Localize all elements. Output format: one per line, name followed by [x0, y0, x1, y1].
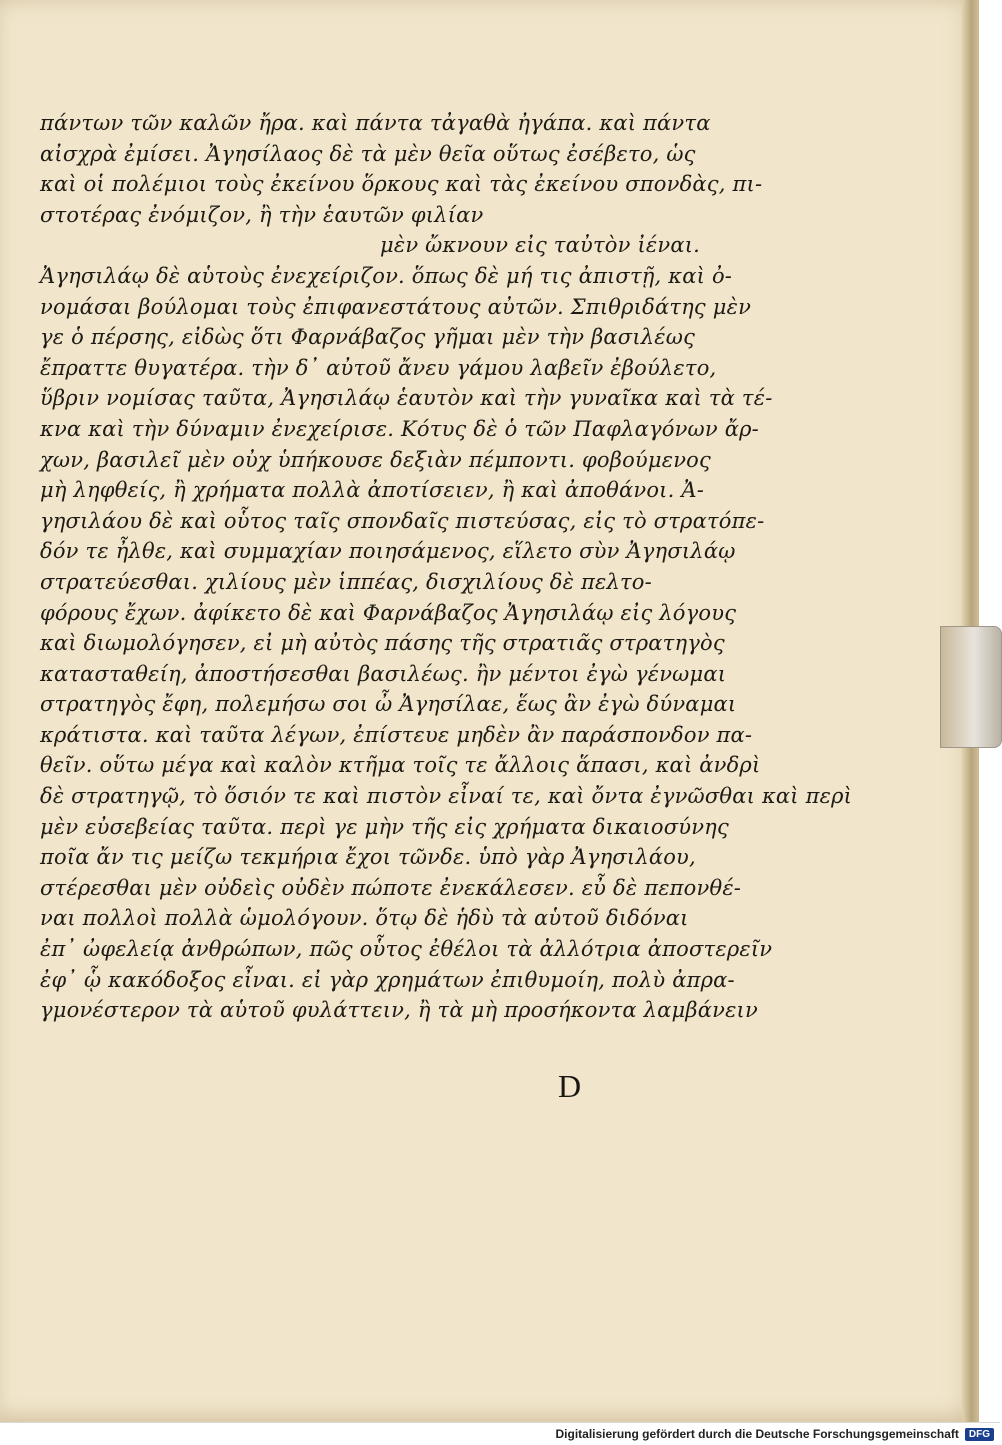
- footer-credit-bar: [0, 1422, 1000, 1445]
- text-line: ὕβριν νομίσας ταῦτα, Ἀγησιλάῳ ἑαυτὸν καὶ τὴν γυναῖκα καὶ τὰ τέ-: [40, 386, 773, 411]
- text-line: φόρους ἔχων. ἀφίκετο δὲ καὶ Φαρνάβαζος Ἀγησιλάῳ εἰς λόγους: [40, 600, 737, 625]
- text-line: θεῖν. οὕτω μέγα καὶ καλὸν κτῆμα τοῖς τε ἄλλοις ἅπασι, καὶ ἀνδρὶ: [40, 753, 761, 778]
- text-line: νομάσαι βούλομαι τοὺς ἐπιφανεστάτους αὐτῶν. Σπιθριδάτης μὲν: [40, 294, 752, 319]
- footer-credit-text: Digitalisierung gefördert durch die Deutsche Forschungsgemeinschaft: [555, 1427, 959, 1441]
- greek-text-block: [40, 108, 853, 1026]
- text-line: δόν τε ἦλθε, καὶ συμμαχίαν ποιησάμενος, εἵλετο σὺν Ἀγησιλάῳ: [40, 539, 736, 564]
- color-chart-tab: [940, 626, 1002, 748]
- text-line: στέρεσθαι μὲν οὐδεὶς οὐδὲν πώποτε ἐνεκάλεσεν. εὖ δὲ πεπονθέ-: [40, 875, 742, 900]
- text-line: κράτιστα. καὶ ταῦτα λέγων, ἐπίστευε μηδὲν ἂν παράσπονδον πα-: [40, 722, 753, 747]
- text-line: στοτέρας ἐνόμιζον, ἢ τὴν ἑαυτῶν φιλίαν: [40, 202, 484, 227]
- text-line: Ἀγησιλάῳ δὲ αὑτοὺς ἐνεχείριζον. ὅπως δὲ μή τις ἀπιστῇ, καὶ ὀ-: [40, 263, 733, 288]
- text-line: ποῖα ἄν τις μείζω τεκμήρια ἔχοι τῶνδε. ὑπὸ γὰρ Ἀγησιλάου,: [40, 845, 696, 870]
- text-line: χων, βασιλεῖ μὲν οὐχ ὑπήκουσε δεξιὰν πέμποντι. φοβούμενος: [40, 447, 711, 472]
- text-line: ναι πολλοὶ πολλὰ ὡμολόγουν. ὅτῳ δὲ ἡδὺ τὰ αὑτοῦ διδόναι: [40, 906, 689, 931]
- text-line: κνα καὶ τὴν δύναμιν ἐνεχείρισε. Κότυς δὲ ὁ τῶν Παφλαγόνων ἄρ-: [40, 416, 759, 441]
- text-line: ἔπραττε θυγατέρα. τὴν δ᾿ αὐτοῦ ἄνευ γάμου λαβεῖν ἐβούλετο,: [40, 355, 717, 380]
- text-line: μὲν εὐσεβείας ταῦτα. περὶ γε μὴν τῆς εἰς χρήματα δικαιοσύνης: [40, 814, 729, 839]
- text-line: γησιλάου δὲ καὶ οὗτος ταῖς σπονδαῖς πιστεύσας, εἰς τὸ στρατόπε-: [40, 508, 765, 533]
- text-line: πάντων τῶν καλῶν ἤρα. καὶ πάντα τἀγαθὰ ἠγάπα. καὶ πάντα: [40, 111, 711, 135]
- text-line: μὲν ὤκνουν εἰς ταὐτὸν ἰέναι.: [380, 233, 701, 258]
- text-line: καὶ διωμολόγησεν, εἰ μὴ αὐτὸς πάσης τῆς στρατιᾶς στρατηγὸς: [40, 631, 725, 656]
- text-line: δὲ στρατηγῷ, τὸ ὅσιόν τε καὶ πιστὸν εἶναί τε, καὶ ὄντα ἐγνῶσθαι καὶ περὶ: [40, 784, 853, 809]
- text-line: αἰσχρὰ ἐμίσει. Ἀγησίλαος δὲ τὰ μὲν θεῖα οὕτως ἐσέβετο, ὡς: [40, 141, 696, 166]
- text-line: στρατεύεσθαι. χιλίους μὲν ἱππέας, δισχιλίους δὲ πελτο-: [40, 569, 652, 594]
- text-line: γε ὁ πέρσης, εἰδὼς ὅτι Φαρνάβαζος γῆμαι μὲν τὴν βασιλέως: [40, 325, 696, 350]
- text-line: μὴ ληφθείς, ἢ χρήματα πολλὰ ἀποτίσειεν, ἢ καὶ ἀποθάνοι. Ἀ-: [40, 478, 705, 503]
- text-line: ἐπ᾿ ὠφελείᾳ ἀνθρώπων, πῶς οὗτος ἐθέλοι τὰ ἀλλότρια ἀποστερεῖν: [40, 937, 773, 962]
- text-line: στρατηγὸς ἔφη, πολεμήσω σοι ὦ Ἀγησίλαε, ἕως ἂν ἐγὼ δύναμαι: [40, 692, 737, 717]
- dfg-logo-icon[interactable]: DFG: [965, 1428, 994, 1441]
- text-line: ἐφ᾿ ᾧ κακόδοξος εἶναι. εἰ γὰρ χρημάτων ἐπιθυμοίη, πολὺ ἀπρα-: [40, 967, 735, 992]
- signature-mark: D: [558, 1068, 582, 1104]
- text-line: κατασταθείη, ἀποστήσεσθαι βασιλέως. ἢν μέντοι ἐγὼ γένωμαι: [40, 661, 727, 686]
- text-line: γμονέστερον τὰ αὑτοῦ φυλάττειν, ἢ τὰ μὴ προσήκοντα λαμβάνειν: [40, 998, 758, 1023]
- text-line: καὶ οἱ πολέμιοι τοὺς ἐκείνου ὅρκους καὶ τὰς ἐκείνου σπονδὰς, πι-: [40, 172, 763, 197]
